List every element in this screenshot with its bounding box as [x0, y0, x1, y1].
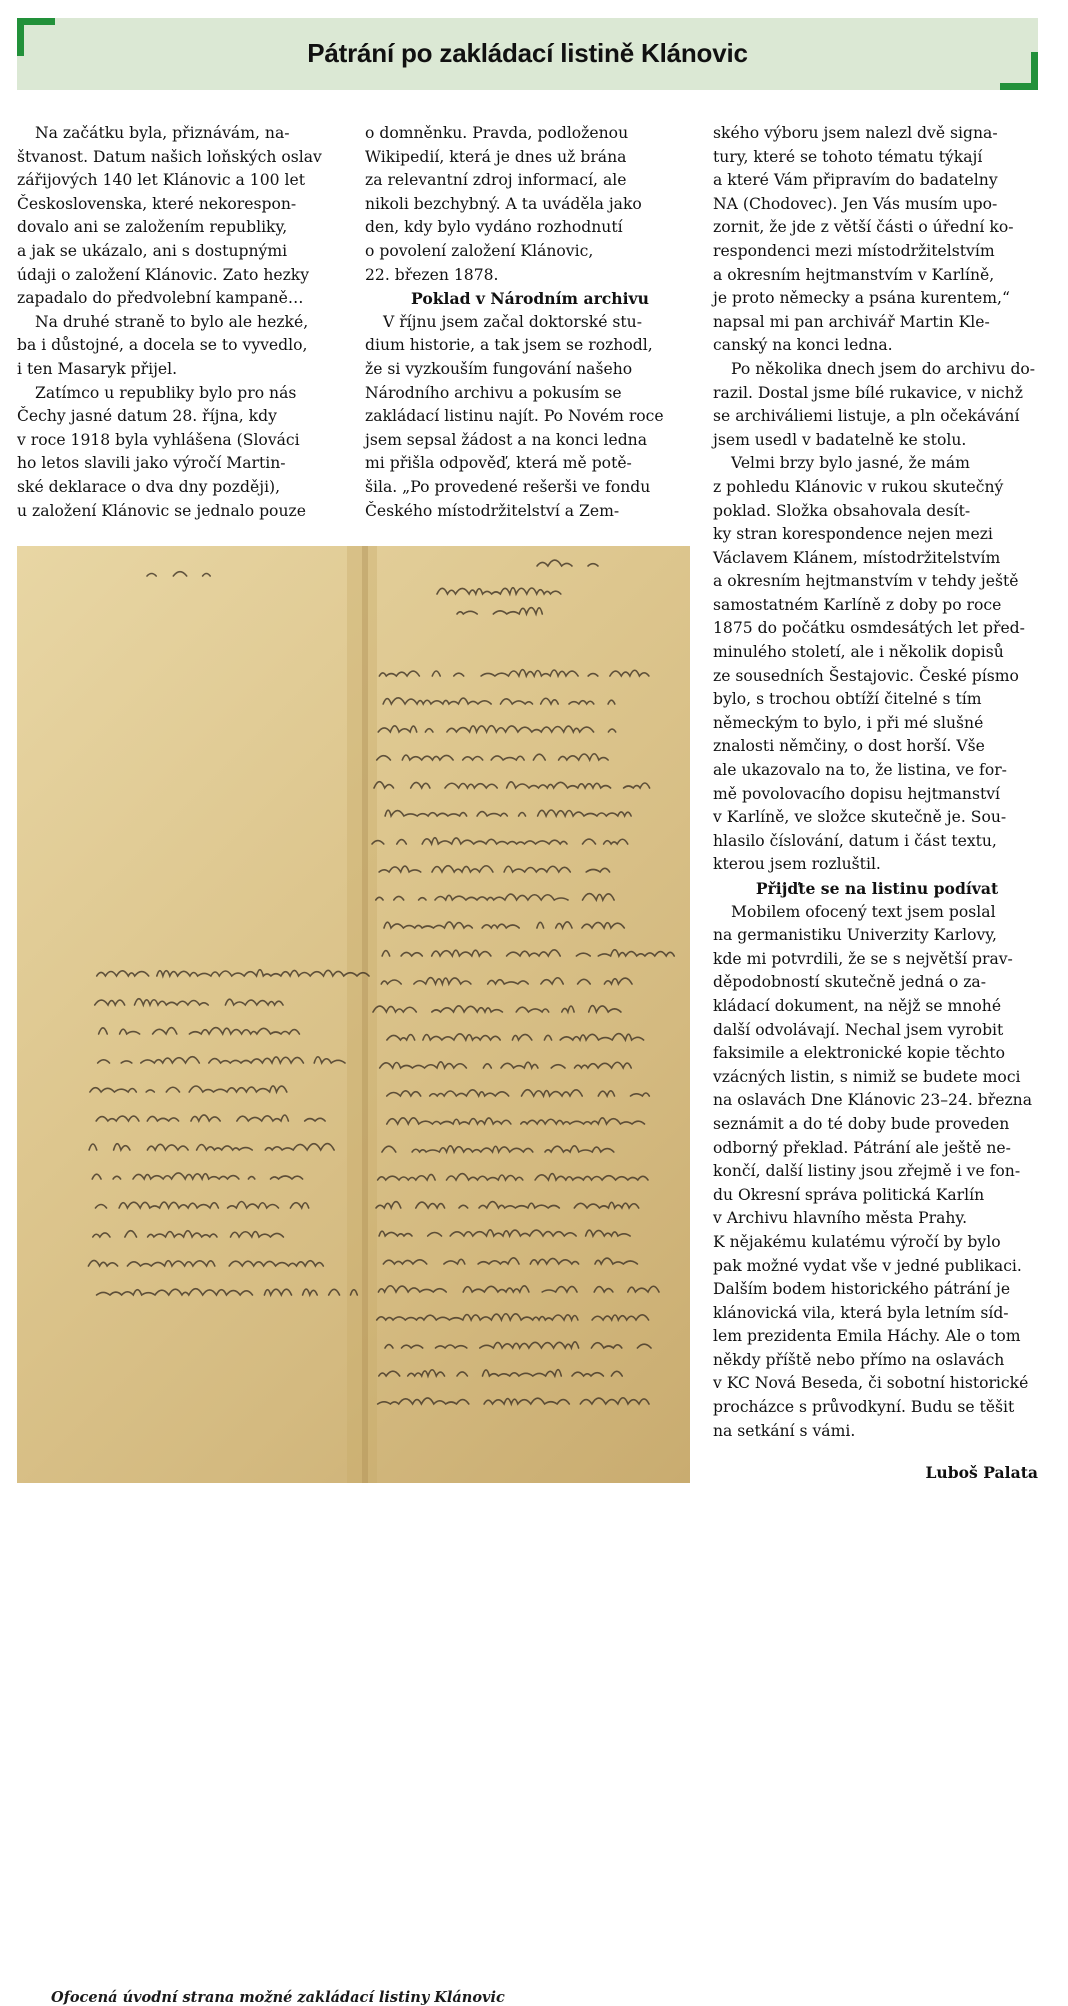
handwriting-stroke [537, 560, 610, 566]
text-line: Československa, které nekorespon- [17, 194, 297, 213]
text-line: procházce s průvodkyní. Budu se těšit [713, 1398, 1015, 1417]
handwriting-stroke [384, 922, 624, 928]
text-line: ze sousedních Šestajovic. České písmo [713, 666, 1019, 685]
document-photo [17, 546, 690, 2006]
text-line: ba i důstojné, a docela se to vyvedlo, [17, 336, 308, 355]
text-line: ského výboru jsem nalezl dvě signa- [713, 124, 998, 142]
text-line: v roce 1918 byla vyhlášena (Slováci [17, 430, 300, 449]
handwriting-stroke [380, 1062, 632, 1068]
text-line: Čechy jasné datum 28. října, kdy [17, 407, 277, 426]
text-line: o domněnku. Pravda, podloženou [365, 124, 629, 142]
handwriting-stroke [147, 572, 223, 576]
handwriting-stroke [90, 1086, 301, 1092]
text-line: V říjnu jsem začal doktorské stu- [383, 312, 642, 331]
text-line: seznámit a do té doby bude proveden [713, 1114, 1010, 1133]
text-line: a okresním hejtmanstvím v tehdy ještě [713, 572, 1019, 591]
handwritten-document-photo [17, 546, 690, 1483]
text-line: kládací dokument, na nějž se mnohé [713, 996, 1002, 1015]
handwriting-stroke [379, 1370, 622, 1376]
text-line: někdy příště nebo přímo na oslavách [713, 1350, 1005, 1369]
handwriting-stroke [373, 1006, 621, 1012]
text-line: na oslavách Dne Klánovic 23–24. března [713, 1091, 1033, 1110]
handwriting-stroke [382, 950, 674, 956]
text-line: nikoli bezchybný. A ta uváděla jako [365, 194, 642, 213]
text-line: a jak se ukázalo, ani s dostupnými [17, 241, 288, 260]
handwriting-stroke [97, 970, 369, 976]
handwriting-stroke [377, 1314, 666, 1320]
text-line: du Okresní správa politická Karlín [713, 1185, 985, 1204]
text-line: děpodobností skutečně jedná o za- [713, 973, 986, 992]
handwriting-stroke [437, 588, 561, 594]
handwriting-stroke [379, 670, 649, 676]
text-line: o povolení založení Klánovic, [365, 241, 594, 260]
text-line: německým to bylo, i při mé slušné [713, 713, 984, 732]
text-line: Václavem Klánem, místodržitelstvím [713, 548, 1001, 567]
handwriting-stroke [98, 1057, 345, 1063]
handwriting-stroke [385, 1342, 651, 1348]
text-line: že si vyzkouším fungování našeho [365, 359, 633, 378]
handwriting-stroke [381, 978, 632, 984]
handwriting-stroke [376, 1202, 639, 1208]
handwriting-stroke [96, 1115, 325, 1121]
text-line: Velmi brzy bylo jasné, že mám [731, 454, 970, 473]
text-line: minulého století, ale i několik dopisů [713, 643, 1004, 662]
text-line: ské deklarace o dva dny později), [17, 477, 281, 496]
handwriting-stroke [95, 999, 283, 1005]
section-heading: Poklad v Národním archivu [411, 289, 649, 309]
text-line: Zatímco u republiky bylo pro nás [35, 383, 297, 402]
text-line: Národního archivu a pokusím se [365, 383, 622, 402]
text-line: v Archivu hlavního města Prahy. [713, 1209, 968, 1228]
text-line: na setkání s vámi. [713, 1421, 856, 1440]
text-line: Dalším bodem historického pátrání je [713, 1280, 1011, 1299]
handwriting-stroke [93, 1231, 284, 1237]
text-line: u založení Klánovic se jednalo pouze [17, 501, 306, 520]
text-line: končí, další listiny jsou zřejmě i ve fon- [713, 1162, 1021, 1181]
handwriting-stroke [387, 1118, 660, 1124]
text-line: a okresním hejtmanstvím v Karlíně, [713, 265, 995, 284]
handwriting-stroke [382, 1146, 622, 1152]
text-line: Po několika dnech jsem do archivu do- [731, 359, 1036, 378]
text-line: údaji o založení Klánovic. Zato hezky [17, 265, 310, 284]
handwriting-stroke [379, 1230, 630, 1236]
text-line: Wikipedií, která je dnes už brána [365, 147, 627, 166]
handwriting-stroke [378, 1398, 649, 1404]
handwriting-stroke [372, 838, 638, 844]
handwriting-stroke [95, 1202, 318, 1209]
text-line: kterou jsem rozluštil. [713, 855, 881, 874]
text-line: šila. „Po provedené rešerši ve fondu [365, 477, 651, 496]
text-line: mi přišla odpověď, která mě potě- [365, 454, 632, 473]
text-line: znalosti němčiny, o dost horší. Vše [713, 737, 985, 756]
text-line: štvanost. Datum našich loňských oslav [17, 147, 322, 166]
text-line: v KC Nová Beseda, či sobotní historické [713, 1374, 1029, 1393]
text-line: z pohledu Klánovic v rukou skutečný [713, 477, 1004, 496]
text-line: dium historie, a tak jsem se rozhodl, [365, 336, 653, 355]
handwriting-stroke [379, 866, 621, 872]
article-column-3 [713, 122, 1041, 1443]
handwriting-stroke [374, 782, 650, 788]
handwriting-stroke [387, 1090, 660, 1096]
handwriting-stroke [457, 608, 542, 614]
text-line: i ten Masaryk přijel. [17, 359, 178, 378]
text-line: respondenci mezi místodržitelstvím [713, 241, 995, 260]
text-line: napsal mi pan archivář Martin Kle- [713, 312, 990, 331]
text-line: klánovická vila, která byla letním síd- [713, 1303, 1009, 1322]
text-line: zornit, že jde z větší části o úřední ko- [713, 218, 1014, 237]
text-line: Na začátku byla, přiznávám, na- [35, 124, 290, 142]
text-line: se archiváliemi listuje, a pln očekávání [713, 407, 1020, 426]
text-line: dovalo ani se založením republiky, [17, 218, 288, 237]
text-line: tury, které se tohoto tématu týkají [713, 147, 983, 166]
text-line: bylo, s trochou obtíží čitelné s tím [713, 690, 982, 709]
text-line: jsem usedl v badatelně ke stolu. [713, 430, 967, 449]
text-line: a které Vám připravím do badatelny [713, 171, 998, 190]
text-line: zakládací listinu najít. Po Novém roce [365, 407, 664, 426]
article-title: Pátrání po zakládací listině Klánovic [307, 38, 748, 68]
text-line: za relevantní zdroj informací, ale [365, 171, 627, 190]
text-line: mě povolovacího dopisu hejtmanství [713, 784, 1001, 803]
text-line: Českého místodržitelství a Zem- [365, 501, 620, 520]
text-line: na germanistiku Univerzity Karlovy, [713, 926, 997, 945]
text-line: je proto německy a psána kurentem,“ [713, 289, 1010, 308]
handwriting-stroke [383, 698, 627, 704]
author-signature: Luboš Palata [925, 1463, 1038, 1482]
text-line: zářijových 140 let Klánovic a 100 let [17, 171, 305, 190]
text-line: K nějakému kulatému výročí by bylo [713, 1232, 1001, 1251]
handwriting-stroke [99, 1028, 300, 1034]
text-line: hlasilo číslování, datum i část textu, [713, 831, 997, 850]
handwriting-stroke [376, 894, 624, 900]
text-line: ale ukazovalo na to, že listina, ve for- [713, 761, 1007, 780]
text-line: jsem sepsal žádost a na konci ledna [365, 430, 648, 449]
text-line: kde mi potvrdili, že se s největší prav- [713, 949, 1013, 968]
text-line: canský na konci ledna. [713, 336, 893, 355]
handwriting-stroke [92, 1173, 302, 1179]
text-line: v Karlíně, ve složce skutečně je. Sou- [713, 808, 1007, 827]
handwriting-stroke [378, 726, 615, 732]
photo-caption: Ofocená úvodní strana možné zakládací listiny Klánovic [51, 1989, 505, 2006]
text-line: ky stran korespondence nejen mezi [713, 525, 993, 544]
text-line: poklad. Složka obsahovala desít- [713, 501, 971, 520]
handwriting-stroke [97, 1289, 369, 1295]
text-line: faksimile a elektronické kopie těchto [713, 1044, 1006, 1063]
text-line: zapadalo do předvolební kampaně… [17, 289, 304, 308]
text-line: další odvolávají. Nechal jsem vyrobit [713, 1020, 1004, 1039]
text-line: odborný překlad. Pátrání ale ještě ne- [713, 1138, 1011, 1157]
article-column-1 [17, 122, 347, 523]
text-line: 22. březen 1878. [365, 265, 499, 284]
text-line: pak možné vydat vše v jedné publikaci. [713, 1256, 1022, 1275]
handwriting-stroke [88, 1260, 340, 1266]
handwriting-stroke [387, 1034, 644, 1040]
handwriting-stroke [383, 1258, 637, 1264]
text-line: NA (Chodovec). Jen Vás musím upo- [713, 194, 998, 213]
section-heading: Přijďte se na listinu podívat [755, 879, 999, 898]
handwriting-stroke [377, 754, 608, 760]
handwriting-stroke [89, 1144, 334, 1150]
handwriting-stroke [385, 810, 631, 816]
handwriting-stroke [378, 1174, 648, 1180]
text-line: ho letos slavili jako výročí Martin- [17, 454, 286, 473]
text-line: Mobilem ofocený text jsem poslal [731, 902, 996, 921]
text-line: Na druhé straně to bylo ale hezké, [35, 312, 309, 331]
text-line: razil. Dostal jsme bílé rukavice, v nichž [713, 383, 1023, 402]
text-line: vzácných listin, s nimiž se budete moci [713, 1067, 1021, 1086]
handwriting-stroke [378, 1286, 667, 1292]
text-line: den, kdy bylo vydáno rozhodnutí [365, 218, 623, 237]
text-line: samostatném Karlíně z doby po roce [713, 595, 1002, 614]
article-column-2 [365, 122, 695, 523]
text-line: 1875 do počátku osmdesátých let před- [713, 619, 1025, 638]
text-line: lem prezidenta Emila Háchy. Ale o tom [713, 1327, 1021, 1346]
